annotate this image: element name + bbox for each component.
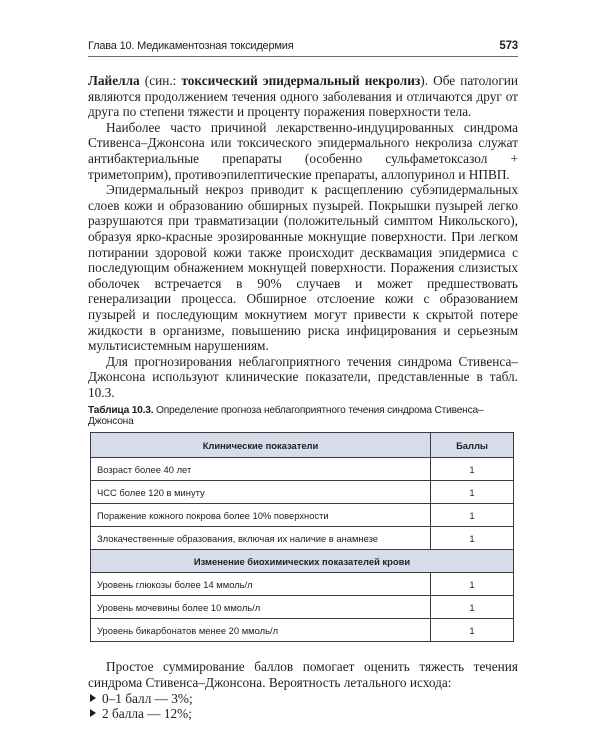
column-header-indicators: Клинические показатели [91,433,431,458]
running-header [88,40,518,57]
indicator-cell: ЧСС более 120 в минуту [91,481,431,504]
indicator-cell: Уровень бикарбонатов менее 20 ммоль/л [91,619,431,642]
table-row [91,573,514,596]
page [88,40,518,722]
term-ten: токсический эпидермальный некролиз [181,73,421,88]
list-item [88,706,518,722]
table-caption-text: Определение прогноза неблагоприятного течения синдрома Стивенса–Джонсона [88,405,484,428]
after-table-text [88,659,518,721]
synonym-open: (син.: [139,73,182,88]
page-number: 573 [499,40,518,52]
indicator-cell: Злокачественные образования, включая их наличие в анамнезе [91,527,431,550]
triangle-bullet-icon [90,694,96,702]
score-cell: 1 [431,596,514,619]
paragraph-1-rest: ). Обе патологии являются продолжением течения одного заболевания и отличаются друг от друга по степени тяжести и проценту поражения поверхности тела. [88,73,519,120]
paragraph-1 [88,73,518,120]
indicator-cell: Уровень глюкозы более 14 ммоль/л [91,573,431,596]
paragraph-2: Наиболее часто причиной лекарственно-индуцированных синдрома Стивенса–Джонсона или токсического эпидермального некролиза служат антибактериальные препараты (особенно сульфаметоксазол + триметоприм), противоэпилептические препараты, аллопуринол и НПВП. [88,119,518,182]
prognosis-table [90,432,514,642]
triangle-bullet-icon [90,709,96,717]
term-lyell: Лайелла [88,73,140,88]
indicator-cell: Поражение кожного покрова более 10% поверхности [91,504,431,527]
section-header-biochem: Изменение биохимических показателей крови [91,550,514,573]
score-cell: 1 [431,527,514,550]
table-row [91,504,514,527]
mortality-list [88,691,518,722]
table-caption [88,405,518,427]
score-cell: 1 [431,481,514,504]
body-text [88,73,518,400]
paragraph-5: Простое суммирование баллов помогает оценить тяжесть течения синдрома Стивенса–Джонсона. Вероятность летального исхода: [88,659,518,691]
chapter-title: Глава 10. Медикаментозная токсидермия [88,40,294,52]
table-row [91,458,514,481]
score-cell: 1 [431,573,514,596]
table-row [91,481,514,504]
column-header-scores: Баллы [431,433,514,458]
table-row [91,619,514,642]
table-caption-label: Таблица 10.3. [88,405,154,417]
list-item-text: 0–1 балл — 3%; [102,690,193,706]
list-item [88,691,518,707]
score-cell: 1 [431,458,514,481]
table-header-row [91,433,514,458]
table-section-row [91,550,514,573]
score-cell: 1 [431,619,514,642]
indicator-cell: Уровень мочевины более 10 ммоль/л [91,596,431,619]
paragraph-4: Для прогнозирования неблагоприятного течения синдрома Стивенса–Джонсона используют клинические показатели, представленные в табл. 10.3. [88,353,518,400]
indicator-cell: Возраст более 40 лет [91,458,431,481]
list-item-text: 2 балла — 12%; [102,706,192,722]
table-row [91,596,514,619]
score-cell: 1 [431,504,514,527]
paragraph-3: Эпидермальный некроз приводит к расщеплению субэпидермальных слоев кожи и образованию обширных пузырей. Покрышки пузырей легко разрушаются при травматизации (положительный симптом Никольского), образуя ярко-красные эрозированные мокнущие поверхности. При легком потирании здоровой кожи также происходит десквамация эпидермиса с последующим обнажением мокнущей поверхности. Поражения слизистых оболочек встречается в 90% случаев и может предшествовать генерализации процесса. Обширное отслоение кожи с образованием пузырей и последующим мокнутием могут привести к скрытой потере жидкости в организме, повышению риска инфицирования и серьезным мультисистемным нарушениям. [88,182,518,354]
table-row [91,527,514,550]
